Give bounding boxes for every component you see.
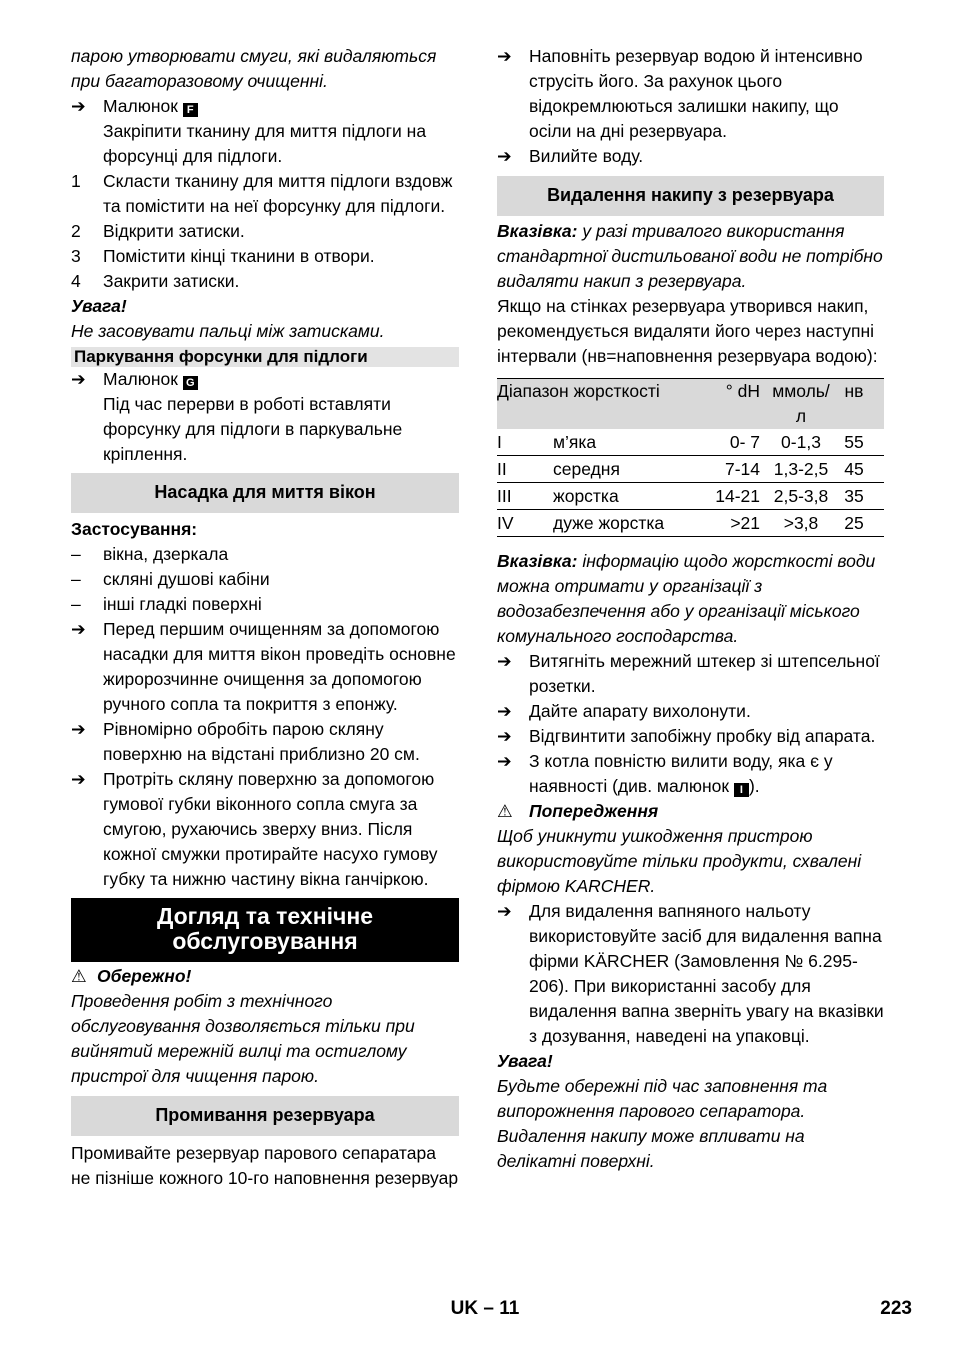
- note-2: [497, 549, 884, 649]
- table-cell: 2,5-3,8: [768, 483, 834, 510]
- table-cell: 1,3-2,5: [768, 456, 834, 483]
- arrow-right-icon: ➔: [497, 46, 512, 66]
- usage-label: Застосування:: [71, 519, 198, 539]
- dash-bullet-icon: –: [71, 594, 81, 614]
- figure-f-text: Закріпити тканину для миття підлоги на форсунці для підлоги.: [103, 121, 427, 166]
- table-cell: I: [497, 429, 553, 456]
- footer-section: UK – 11: [450, 1298, 520, 1319]
- arrow-right-icon: ➔: [497, 901, 512, 921]
- window-step: ➔ Рівномірно обробіть парою скляну поверхню на відстані приблизно 20 см.: [71, 717, 459, 767]
- figure-g-ref: [71, 367, 459, 392]
- table-header-row: [497, 379, 884, 430]
- lime-step: ➔ Для видалення вапняного нальоту використовуйте засіб для видалення вапна фірми KÄRCHER (Замовлення № 6.295-206). При використанні засобу для видалення вапна зверніть увагу на вказівки з дозування, наведені на упаковці.: [497, 899, 884, 1049]
- right-column: [497, 44, 884, 1174]
- arrow-right-icon: ➔: [497, 146, 512, 166]
- arrow-right-icon: ➔: [71, 619, 86, 639]
- table-header: ° dH: [700, 379, 768, 430]
- table-cell: 0- 7: [700, 429, 768, 456]
- parking-heading: Паркування форсунки для підлоги: [71, 347, 459, 367]
- table-cell: III: [497, 483, 553, 510]
- table-cell: 7-14: [700, 456, 768, 483]
- table-cell: 55: [834, 429, 884, 456]
- window-step: ➔ Протріть скляну поверхню за допомогою гумової губки віконного сопла смуга за смугою, рухаючись зверху вниз. Після кожної смужки протирайте насухо гумову губку та нижню частину вікна ганчіркою.: [71, 767, 459, 892]
- figure-f-ref: [71, 94, 459, 119]
- caution-label: Обережно!: [97, 966, 192, 986]
- attention-text: Не засовувати пальці між затисками.: [71, 321, 385, 341]
- table-cell: м’яка: [553, 429, 700, 456]
- usage-item: – скляні душові кабіни: [71, 567, 459, 592]
- arrow-right-icon: ➔: [71, 96, 86, 116]
- table-row: [497, 456, 884, 483]
- figure-letter-g: G: [183, 376, 198, 390]
- figure-label: Малюнок: [103, 96, 178, 116]
- table-cell: 0-1,3: [768, 429, 834, 456]
- note-1: [497, 219, 884, 294]
- attention-label: Увага!: [71, 296, 127, 316]
- page-number: 223: [880, 1298, 912, 1319]
- dash-bullet-icon: –: [71, 544, 81, 564]
- table-cell: 45: [834, 456, 884, 483]
- arrow-right-icon: ➔: [497, 751, 512, 771]
- window-heading: Насадка для миття вікон: [71, 473, 459, 513]
- prep-step: ➔ Дайте апарату вихолонути.: [497, 699, 884, 724]
- prep-step: ➔ Відгвинтити запобіжну пробку від апарата.: [497, 724, 884, 749]
- table-cell: 14-21: [700, 483, 768, 510]
- warning-label: Попередження: [529, 801, 659, 821]
- fill-step: ➔ Вилийте воду.: [497, 144, 884, 169]
- step-3: 3 Помістити кінці тканини в отвори.: [71, 246, 375, 266]
- note-label: Вказівка:: [497, 551, 578, 571]
- attention-text: Будьте обережні під час заповнення та випорожнення парового сепаратора. Видалення накипу може впливати на делікатні поверхні.: [497, 1076, 828, 1171]
- table-cell: II: [497, 456, 553, 483]
- usage-item: – вікна, дзеркала: [71, 542, 459, 567]
- prep-step: ➔ Витягніть мережний штекер зі штепсельної розетки.: [497, 649, 884, 699]
- arrow-right-icon: ➔: [71, 769, 86, 789]
- hardness-table: [497, 378, 884, 537]
- care-heading-line1: Догляд та технічне: [156, 903, 374, 929]
- table-row: [497, 510, 884, 537]
- figure-label: Малюнок: [103, 369, 178, 389]
- intro-text: парою утворювати смуги, які видаляються при багаторазовому очищенні.: [71, 46, 437, 91]
- interval-text: Якщо на стінках резервуара утворився накип, рекомендується видаляти його через наступні інтервали (нв=наповнення резервуара водою):: [497, 296, 878, 366]
- arrow-right-icon: ➔: [71, 369, 86, 389]
- dash-bullet-icon: –: [71, 569, 81, 589]
- left-column: [71, 44, 459, 1191]
- table-cell: >21: [700, 510, 768, 537]
- step-2: 2 Відкрити затиски.: [71, 221, 245, 241]
- caution-heading: [71, 964, 459, 989]
- drain-step: ➔ З котла повністю вилити воду, яка є у наявності (див. малюнок I ).: [497, 749, 884, 799]
- figure-letter-i: I: [734, 783, 749, 797]
- care-heading: [71, 898, 459, 962]
- table-cell: 25: [834, 510, 884, 537]
- usage-item: – інші гладкі поверхні: [71, 592, 459, 617]
- note-label: Вказівка:: [497, 221, 578, 241]
- table-cell: IV: [497, 510, 553, 537]
- table-header: ммоль/л: [768, 379, 834, 430]
- rinse-heading: Промивання резервуара: [71, 1096, 459, 1136]
- table-row: [497, 429, 884, 456]
- step-4: 4 Закрити затиски.: [71, 271, 240, 291]
- window-step: ➔ Перед першим очищенням за допомогою насадки для миття вікон проведіть основне жиророзчинне очищення за допомогою ручного сопла та покриття з епонжу.: [71, 617, 459, 717]
- table-cell: дуже жорстка: [553, 510, 700, 537]
- note-text: інформацію щодо жорсткості води можна отримати у організації з водозабезпечення або у організації міського комунального господарства.: [497, 551, 876, 646]
- figure-g-text: Під час перерви в роботі вставляти форсунку для підлоги в паркувальне кріплення.: [103, 394, 403, 464]
- rinse-text: Промивайте резервуар парового сепаратара не пізніше кожного 10-го наповнення резервуар: [71, 1143, 459, 1188]
- table-header: Діапазон жорсткості: [497, 379, 700, 430]
- step-1: 1 Скласти тканину для миття підлоги вздовж та помістити на неї форсунку для підлоги.: [71, 171, 453, 216]
- arrow-right-icon: ➔: [497, 701, 512, 721]
- arrow-right-icon: ➔: [497, 651, 512, 671]
- table-cell: 35: [834, 483, 884, 510]
- warning-triangle-icon: ⚠: [497, 801, 513, 821]
- warning-triangle-icon: ⚠: [71, 966, 87, 986]
- warning-text: Щоб уникнути ушкодження пристрою використовуйте тільки продукти, схвалені фірмою KARCHER.: [497, 826, 862, 896]
- arrow-right-icon: ➔: [497, 726, 512, 746]
- warning-heading: [497, 799, 884, 824]
- table-cell: >3,8: [768, 510, 834, 537]
- table-row: [497, 483, 884, 510]
- note-text: у разі тривалого використання стандартної дистильованої води не потрібно видаляти накип з резервуара.: [497, 221, 883, 291]
- table-cell: жорстка: [553, 483, 700, 510]
- care-heading-line2: обслуговування: [172, 928, 358, 954]
- figure-letter-f: F: [183, 103, 198, 117]
- table-header: нв: [834, 379, 884, 430]
- attention-label: Увага!: [497, 1051, 553, 1071]
- table-cell: середня: [553, 456, 700, 483]
- fill-step: ➔ Наповніть резервуар водою й інтенсивно струсіть його. За рахунок цього відокремлюються залишки накипу, що осіли на дні резервуара.: [497, 44, 884, 144]
- arrow-right-icon: ➔: [71, 719, 86, 739]
- caution-text: Проведення робіт з технічного обслуговування дозволяється тільки при вийнятий мережній вилці та остиглому пристрої для чищення парою.: [71, 991, 415, 1086]
- descale-heading: Видалення накипу з резервуара: [497, 176, 884, 216]
